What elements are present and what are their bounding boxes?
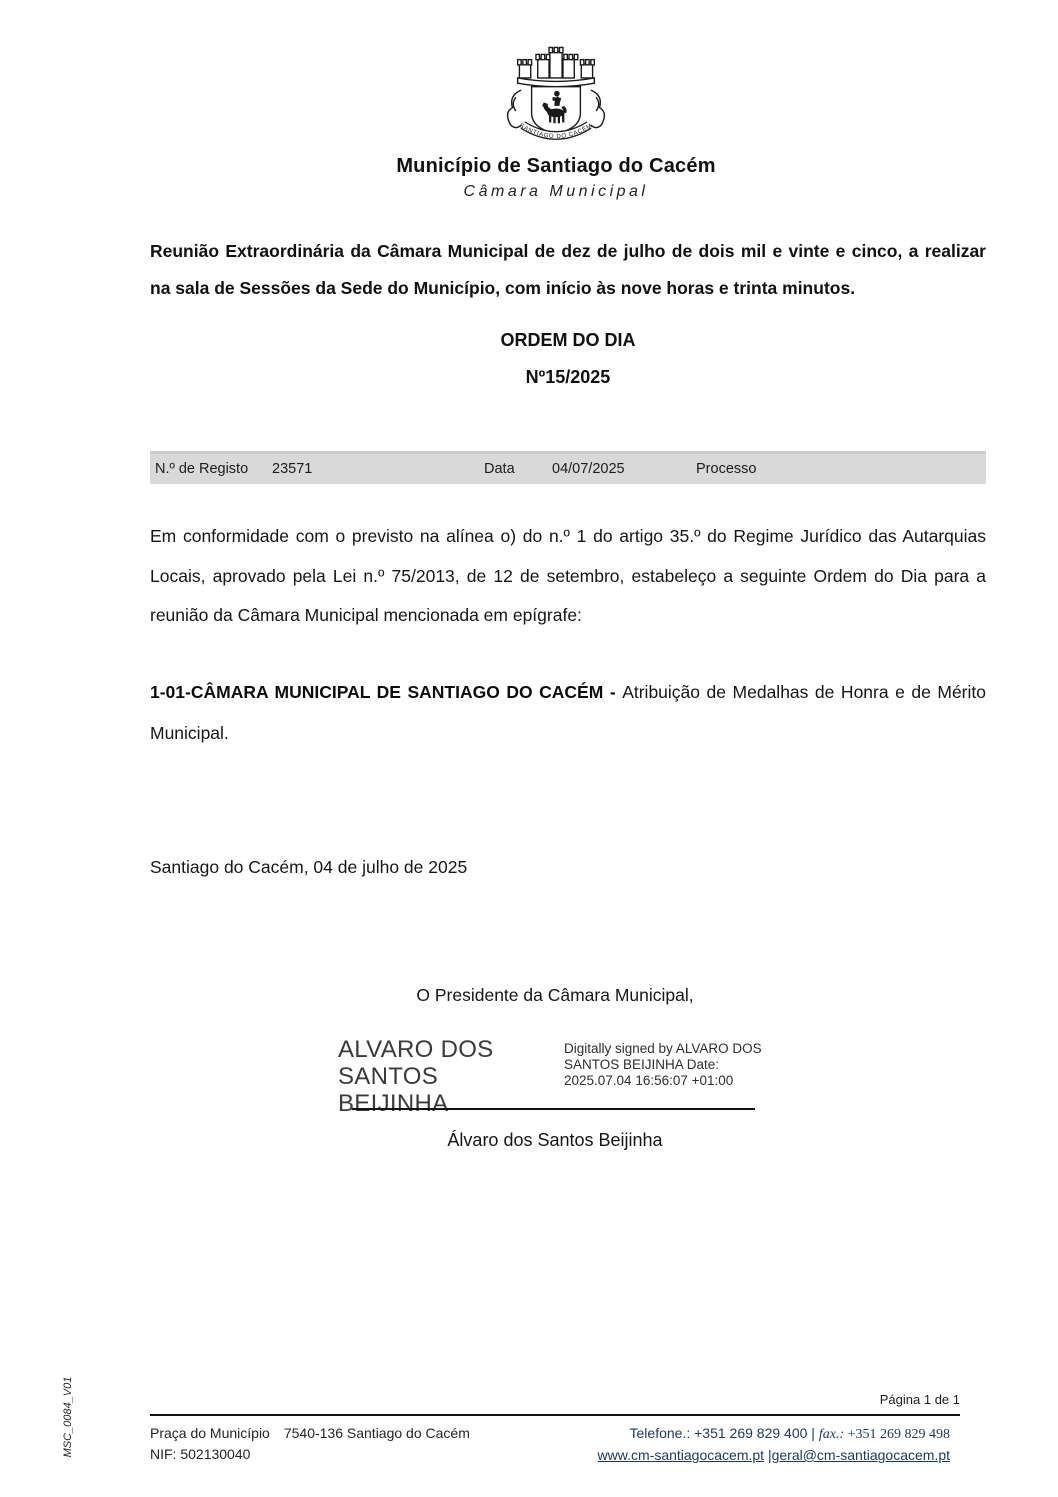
municipality-title: Município de Santiago do Cacém bbox=[396, 155, 716, 177]
fax-label: fax.: bbox=[818, 1427, 848, 1442]
registo-label: N.º de Registo bbox=[155, 461, 249, 477]
agenda-item-heading: 1-01-CÂMARA MUNICIPAL DE SANTIAGO DO CACÉM - bbox=[150, 682, 623, 702]
email-link[interactable]: geral@cm-santiagocacem.pt bbox=[771, 1447, 950, 1463]
footer-nif: NIF: 502130040 bbox=[150, 1446, 251, 1462]
president-role-line: O Presidente da Câmara Municipal, bbox=[416, 985, 694, 1005]
agenda-item-text: Atribuição de Medalhas de Honra e de Mérito Municipal. bbox=[150, 682, 986, 743]
footer bbox=[150, 1423, 960, 1466]
data-label: Data bbox=[484, 461, 515, 477]
signed-name: Álvaro dos Santos Beijinha bbox=[447, 1130, 663, 1150]
footer-postal-city: 7540-136 Santiago do Cacém bbox=[283, 1425, 470, 1441]
signature-underline bbox=[352, 1108, 755, 1110]
data-value: 04/07/2025 bbox=[552, 461, 625, 477]
processo-label: Processo bbox=[696, 461, 757, 477]
place-date-line: Santiago do Cacém, 04 de julho de 2025 bbox=[150, 857, 468, 877]
separator: | bbox=[767, 1447, 772, 1463]
municipal-crest bbox=[150, 42, 962, 159]
footer-divider bbox=[150, 1414, 960, 1416]
crest-banner-text: SANTIAGO DO CACÉM bbox=[518, 122, 594, 141]
crest-crown bbox=[518, 47, 595, 86]
meeting-notice: Reunião Extraordinária da Câmara Municipal de dez de julho de dois mil e vinte e cinco, a realizar na sala de Sessões da Sede do Município, com início às nove horas e trinta minutos. bbox=[150, 241, 986, 298]
website-link[interactable]: www.cm-santiagocacem.pt bbox=[597, 1447, 765, 1463]
intro-paragraph: Em conformidade com o previsto na alínea o) do n.º 1 do artigo 35.º do Regime Jurídico das Autarquias Locais, aprovado pela Lei n.º 75/2013, de 12 de setembro, estabeleço a seguinte Ordem do Dia para a reunião da Câmara Municipal mencionada em epígrafe: bbox=[150, 526, 986, 625]
phone-number: +351 269 829 400 bbox=[694, 1425, 808, 1441]
agenda-item bbox=[150, 672, 986, 754]
crest-icon bbox=[495, 42, 617, 154]
order-of-day-title: ORDEM DO DIA bbox=[500, 330, 636, 350]
registo-value: 23571 bbox=[272, 461, 313, 477]
department-subtitle: Câmara Municipal bbox=[463, 183, 649, 200]
footer-address: Praça do Município bbox=[150, 1425, 270, 1441]
order-number: Nº15/2025 bbox=[525, 367, 611, 387]
page-indicator: Página 1 de 1 bbox=[879, 1392, 960, 1407]
footer-contacts-block bbox=[598, 1423, 960, 1466]
form-code-vertical: MSC_0084_V01 bbox=[62, 1376, 74, 1458]
digital-signature-details: Digitally signed by ALVARO DOS SANTOS BEIJINHA Date: 2025.07.04 16:56:07 +01:00 bbox=[564, 1041, 762, 1088]
separator: | bbox=[811, 1425, 815, 1441]
digital-signature-name: ALVARO DOS SANTOS BEIJINHA bbox=[338, 1036, 494, 1117]
footer-address-block bbox=[150, 1423, 470, 1465]
footer-phone-line bbox=[598, 1423, 950, 1445]
fax-number: +351 269 829 498 bbox=[847, 1427, 950, 1442]
footer-links-line bbox=[598, 1445, 950, 1466]
phone-label: Telefone.: bbox=[629, 1425, 695, 1441]
registry-bar bbox=[150, 451, 986, 484]
digital-signature-block bbox=[150, 1036, 960, 1117]
